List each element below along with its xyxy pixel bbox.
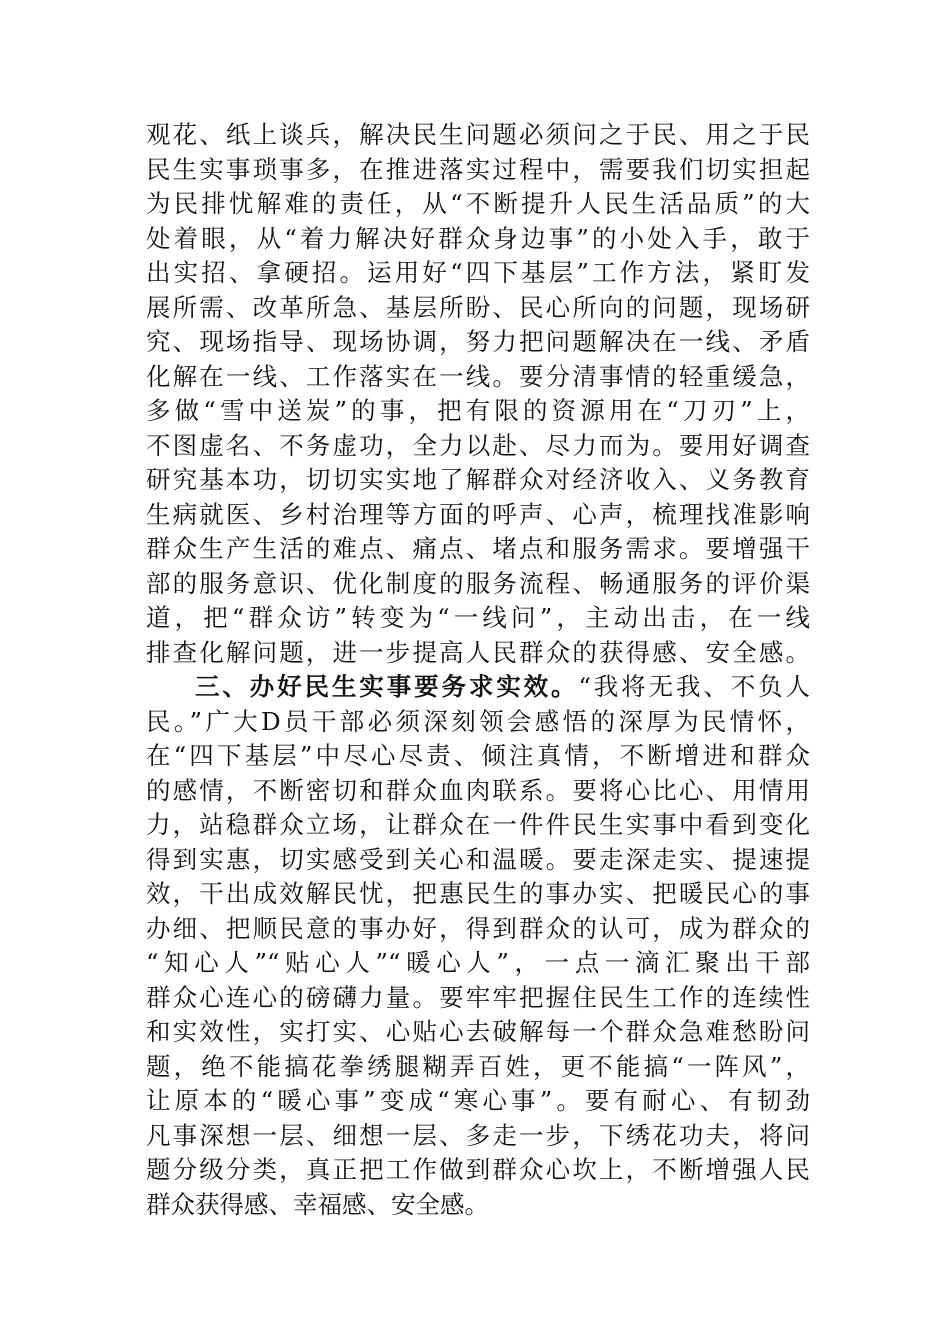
text-line: 研究基本功，切切实实地了解群众对经济收入、义务教育 xyxy=(146,465,810,494)
text-line: 观花、纸上谈兵，解决民生问题必须问之于民、用之于民 xyxy=(146,120,810,149)
text-line: 群众生产生活的难点、痛点、堵点和服务需求。要增强干 xyxy=(146,534,810,563)
text-line: 群众获得感、幸福感、安全感。 xyxy=(146,1189,489,1219)
document-body xyxy=(146,118,810,1222)
text-line: 排查化解问题，进一步提高人民群众的获得感、安全感。 xyxy=(146,637,810,667)
text-line: 和实效性，实打实、心贴心去破解每一个群众急难愁盼问 xyxy=(146,1017,810,1046)
text-line: 多做“雪中送炭”的事，把有限的资源用在“刀刃”上， xyxy=(146,396,810,425)
text-line: 道，把“群众访”转变为“一线问”，主动出击，在一线 xyxy=(146,603,810,632)
text-line: 不图虚名、不务虚功，全力以赴、尽力而为。要用好调查 xyxy=(146,430,810,460)
text-line: 民生实事琐事多，在推进落实过程中，需要我们切实担起 xyxy=(146,154,810,184)
text-line: 凡事深想一层、细想一层、多走一步，下绣花功夫，将问 xyxy=(146,1120,810,1150)
text-line: 究、现场指导、现场协调，努力把问题解决在一线、矛盾 xyxy=(146,327,810,356)
text-line: 题，绝不能搞花拳绣腿糊弄百姓，更不能搞“一阵风”， xyxy=(146,1051,810,1081)
text-line: 为民排忧解难的责任，从“不断提升人民生活品质”的大 xyxy=(146,189,810,218)
quote-start: “我将无我、不负人 xyxy=(578,672,810,701)
text-line: “知心人”“贴心人”“暖心人”，一点一滴汇聚出干部 xyxy=(146,948,810,977)
text-line: 得到实惠，切实感受到关心和温暖。要走深走实、提速提 xyxy=(146,844,810,874)
text-line: 力，站稳群众立场，让群众在一件件民生实事中看到变化 xyxy=(146,810,810,839)
text-line: 群众心连心的磅礴力量。要牢牢把握住民生工作的连续性 xyxy=(146,982,810,1012)
text-line: 办细、把顺民意的事办好，得到群众的认可，成为群众的 xyxy=(146,913,810,943)
text-line: 民。”广大D员干部必须深刻领会感悟的深厚为民情怀， xyxy=(146,706,810,736)
text-line: 展所需、改革所急、基层所盼、民心所向的问题，现场研 xyxy=(146,292,810,322)
text-line: 让原本的“暖心事”变成“寒心事”。要有耐心、有韧劲 xyxy=(146,1086,810,1115)
text-line: 部的服务意识、优化制度的服务流程、畅通服务的评价渠 xyxy=(146,568,810,598)
text-line: 生病就医、乡村治理等方面的呼声、心声，梳理找准影响 xyxy=(146,499,810,529)
text-line: 的感情，不断密切和群众血肉联系。要将心比心、用情用 xyxy=(146,775,810,805)
text-line: 出实招、拿硬招。运用好“四下基层”工作方法，紧盯发 xyxy=(146,258,810,287)
text-line: 在“四下基层”中尽心尽责、倾注真情，不断增进和群众 xyxy=(146,741,810,770)
paragraph-2-first-line xyxy=(146,670,810,705)
section-heading: 三、办好民生实事要务求实效。 xyxy=(195,672,579,701)
paragraph-2 xyxy=(146,670,810,1222)
text-line: 效，干出成效解民忧，把惠民生的事办实、把暖民心的事 xyxy=(146,879,810,908)
text-line: 题分级分类，真正把工作做到群众心坎上，不断增强人民 xyxy=(146,1155,810,1184)
text-line: 化解在一线、工作落实在一线。要分清事情的轻重缓急， xyxy=(146,361,810,391)
text-line: 处着眼，从“着力解决好群众身边事”的小处入手，敢于 xyxy=(146,223,810,253)
paragraph-1 xyxy=(146,118,810,670)
